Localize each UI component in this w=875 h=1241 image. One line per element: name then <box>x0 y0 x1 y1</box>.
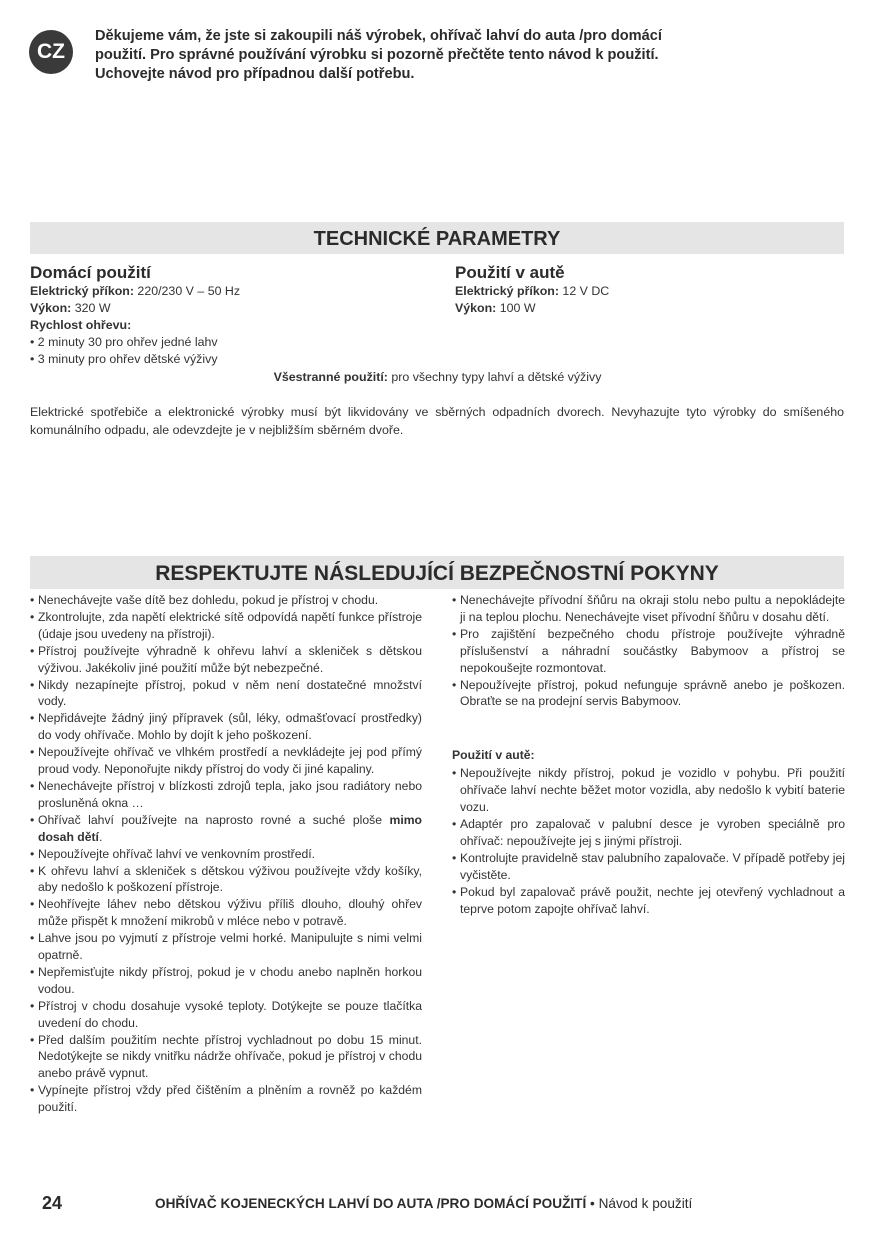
safety-item: • Nenechávejte přívodní šňůru na okraji stolu nebo pultu a nepokládejte ji na teplou plochu. Nenechávejte viset přívodní šňůru v dosahu dětí. <box>452 592 845 626</box>
recycling-note: Elektrické spotřebiče a elektronické výrobky musí být likvidovány ve sběrných odpadních dvorech. Nevyhazujte tyto výrobky do smíšeného komunálního odpadu, ale odevzdejte je v nejbližším sběrném dvoře. <box>30 405 844 437</box>
car-use-subheading: Použití v autě: <box>452 748 535 763</box>
safety-item: • Nenechávejte přístroj v blízkosti zdrojů tepla, jako jsou radiátory nebo prosluněná okna … <box>30 778 422 812</box>
page-number: 24 <box>42 1193 63 1213</box>
safety-item: • Nepoužívejte přístroj, pokud nefunguje správně anebo je poškozen. Obraťte se na prodejní servis Babymoov. <box>452 677 845 711</box>
car-safety-item: • Kontrolujte pravidelně stav palubního zapalovače. V případě potřeby jej vyčistěte. <box>452 850 845 884</box>
car-safety-item: • Adaptér pro zapalovač v palubní desce je vyroben speciálně pro ohřívač: nepoužívejte jej s jinými přístroji. <box>452 816 845 850</box>
language-badge: CZ <box>29 30 73 74</box>
tech-params-heading: TECHNICKÉ PARAMETRY <box>30 222 844 254</box>
safety-item: • Před dalším použitím nechte přístroj vychladnout po dobu 15 minut. Nedotýkejte se nikdy vnitřku nádrže ohřívače, pokud je přístroj v chodu anebo právě vypnut. <box>30 1032 422 1083</box>
footer-product-title: OHŘÍVAČ KOJENECKÝCH LAHVÍ DO AUTA /PRO DOMÁCÍ POUŽITÍ <box>155 1196 587 1211</box>
heating-speed-item: • 2 minuty 30 pro ohřev jedné lahv <box>30 335 218 349</box>
car-power-value: 12 V DC <box>558 284 610 298</box>
car-use-title: Použití v autě <box>455 263 565 282</box>
intro-text <box>95 27 815 84</box>
safety-item: • Nenechávejte vaše dítě bez dohledu, pokud je přístroj v chodu. <box>30 592 422 609</box>
car-safety-item: • Pokud byl zapalovač právě použit, nechte jej otevřený vychladnout a teprve potom zapojte ohřívač lahví. <box>452 884 845 918</box>
safety-left-column <box>30 592 422 1116</box>
home-output-label: Výkon: <box>30 301 72 315</box>
safety-item: • Vypínejte přístroj vždy před čištěním a plněním a rovněž po každém použití. <box>30 1082 422 1116</box>
out-of-reach-emphasis: mimo dosah dětí <box>38 812 422 844</box>
safety-item: • Nepoužívejte ohřívač ve vlhkém prostředí a nevkládejte jej pod přímý proud vody. Neponořujte nikdy přístroj do vody či jiné kapaliny. <box>30 744 422 778</box>
safety-item: • Nepřemisťujte nikdy přístroj, pokud je v chodu anebo naplněn horkou vodou. <box>30 964 422 998</box>
safety-item: • Nikdy nezapínejte přístroj, pokud v něm není dostatečné množství vody. <box>30 677 422 711</box>
versatile-value: pro všechny typy lahví a dětské výživy <box>387 370 602 384</box>
safety-item: • K ohřevu lahví a skleniček s dětskou výživou používejte vždy košíky, aby nedošlo k poškození přístroje. <box>30 863 422 897</box>
safety-item: • Pro zajištění bezpečného chodu přístroje používejte výhradně příslušenství a náhradní součástky Babymoov a přístroj se nepokoušejte rozmontovat. <box>452 626 845 677</box>
car-output-value: 100 W <box>496 301 536 315</box>
safety-right-column <box>452 592 845 917</box>
car-output-row <box>455 300 845 317</box>
safety-item: • Zkontrolujte, zda napětí elektrické sítě odpovídá napětí funkce přístroje (údaje jsou uvedeny na přístroji). <box>30 609 422 643</box>
heating-speed-label: Rychlost ohřevu: <box>30 318 132 332</box>
home-power-value: 220/230 V – 50 Hz <box>133 284 241 298</box>
footer-title <box>155 1196 692 1211</box>
intro-line: Děkujeme vám, že jste si zakoupili náš výrobek, ohřívač lahví do auta /pro domácí <box>95 28 662 44</box>
home-use-title: Domácí použití <box>30 263 151 282</box>
safety-item: • Lahve jsou po vyjmutí z přístroje velmi horké. Manipulujte s nimi velmi opatrně. <box>30 930 422 964</box>
car-output-label: Výkon: <box>455 301 497 315</box>
home-power-row <box>30 283 430 300</box>
versatile-label: Všestranné použití: <box>273 370 388 384</box>
footer-separator: • <box>586 1196 599 1211</box>
home-use-specs <box>30 263 430 368</box>
car-use-specs <box>455 263 845 317</box>
safety-item: • Ohřívač lahví používejte na naprosto rovné a suché ploše mimo dosah dětí. <box>30 812 422 846</box>
car-safety-item: • Nepoužívejte nikdy přístroj, pokud je vozidlo v pohybu. Při použití ohřívače lahví nechte běžet motor vozidla, aby nedošlo k vybití baterie vozu. <box>452 765 845 816</box>
safety-item: • Přístroj používejte výhradně k ohřevu lahví a skleniček s dětskou výživou. Jakékoliv jiné použití může být nebezpečné. <box>30 643 422 677</box>
safety-item: • Nepoužívejte ohřívač lahví ve venkovním prostředí. <box>30 846 422 863</box>
home-output-value: 320 W <box>71 301 111 315</box>
footer-subtitle: Návod k použití <box>598 1196 693 1211</box>
intro-line: Uchovejte návod pro případnou další potřebu. <box>95 66 415 82</box>
car-power-row <box>455 283 845 300</box>
home-power-label: Elektrický příkon: <box>30 284 134 298</box>
heating-speed-item: • 3 minuty pro ohřev dětské výživy <box>30 352 218 366</box>
safety-heading: RESPEKTUJTE NÁSLEDUJÍCÍ BEZPEČNOSTNÍ POKYNY <box>30 556 844 589</box>
versatile-use <box>0 369 875 386</box>
safety-item: • Neohřívejte láhev nebo dětskou výživu příliš dlouho, dlouhý ohřev může přispět k množení mikrobů v mléce nebo v potravě. <box>30 896 422 930</box>
home-output-row <box>30 300 430 317</box>
intro-line: použití. Pro správné používání výrobku si pozorně přečtěte tento návod k použití. <box>95 47 659 63</box>
car-power-label: Elektrický příkon: <box>455 284 559 298</box>
safety-item: • Nepřidávejte žádný jiný přípravek (sůl, léky, odmašťovací prostředky) do vody ohřívače. Mohlo by dojít k jeho poškození. <box>30 710 422 744</box>
safety-item: • Přístroj v chodu dosahuje vysoké teploty. Dotýkejte se pouze tlačítka uvedení do chodu. <box>30 998 422 1032</box>
